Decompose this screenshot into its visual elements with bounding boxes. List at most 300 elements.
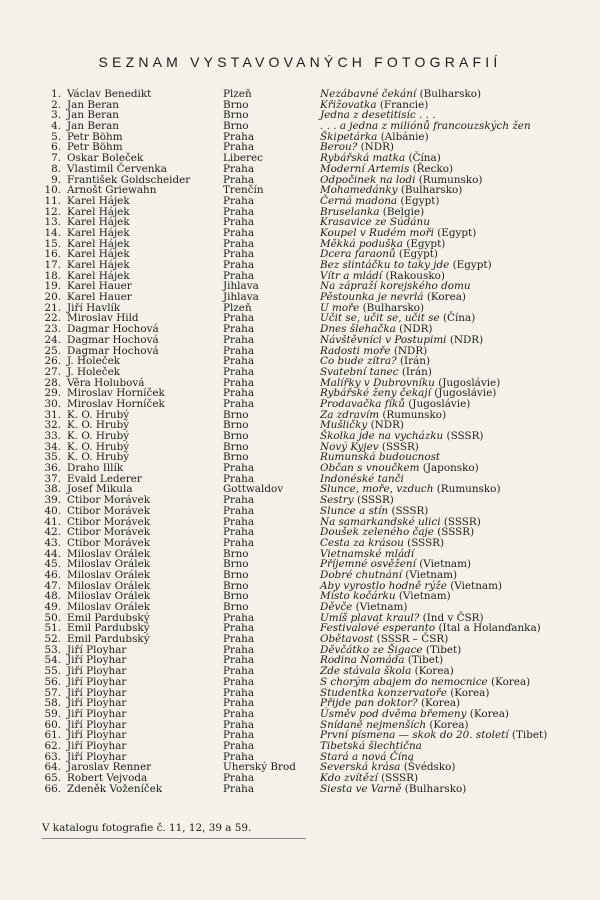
list-item	[0, 335, 600, 346]
photo-title: Svatební tanec	[320, 365, 399, 378]
photographer-city: Praha	[223, 472, 255, 485]
list-item	[0, 677, 600, 688]
photo-country: (Tibet)	[425, 643, 462, 656]
photo-title: Měkká poduška	[320, 237, 403, 250]
photo-country: (Korea)	[491, 675, 531, 688]
photographer-name: Ctibor Morávek	[67, 536, 150, 549]
entry-number: 50.	[44, 611, 61, 624]
photographer-name: Jiří Ployhar	[67, 718, 127, 731]
photo-title: Na zápraží korejského domu	[320, 280, 471, 293]
photographer-city: Jihlava	[223, 280, 259, 293]
photographer-city: Praha	[223, 205, 255, 218]
photographer-name: Miloslav Orálek	[67, 547, 151, 560]
photo-country: (Egypt)	[398, 248, 438, 261]
entry-number: 20.	[44, 291, 61, 304]
photographer-city: Brno	[223, 601, 249, 613]
entry-number: 62.	[44, 739, 61, 752]
photo-list	[0, 89, 600, 794]
photo-country: (Korea)	[414, 665, 454, 678]
photographer-name: Karel Hauer	[67, 280, 132, 293]
photographer-city: Jihlava	[223, 291, 259, 304]
photo-country: (Čína)	[442, 312, 476, 325]
photo-title: Rumunská budoucnost	[320, 451, 441, 464]
photo-title: . . . a jedna z miliónů francouzských žen	[320, 120, 531, 133]
photo-title: Slunce a stín	[320, 504, 389, 517]
photographer-name: Draho Illík	[67, 462, 124, 475]
photographer-city: Gottwaldov	[223, 483, 284, 496]
photo-country: (Čína)	[408, 152, 441, 165]
photographer-name: Věra Holubová	[67, 376, 145, 389]
photo-title: Obětavost	[320, 633, 374, 646]
photo-title: Návštěvníci v Postupimi	[320, 333, 447, 346]
photo-country: (Vietnam)	[419, 558, 472, 571]
photo-country: (Albánie)	[380, 130, 429, 143]
photographer-city: Praha	[223, 526, 255, 539]
photographer-name: Karel Hájek	[67, 237, 130, 250]
photographer-city: Praha	[223, 130, 255, 143]
photographer-city: Praha	[223, 536, 255, 549]
photographer-city: Praha	[223, 344, 255, 357]
photographer-city: Praha	[223, 269, 255, 282]
photographer-name: K. O. Hrubý	[67, 451, 130, 464]
photo-country: (Rumunsko)	[418, 173, 483, 186]
photographer-city: Brno	[223, 451, 249, 464]
photo-title: Sestry	[320, 494, 354, 507]
entry-number: 4.	[51, 120, 61, 133]
photographer-city: Brno	[223, 590, 249, 603]
photo-title: Za zdravím	[320, 408, 380, 421]
photo-country: (Ind v ČSR)	[422, 611, 484, 624]
photo-title: Černá madona	[320, 194, 398, 207]
photographer-city: Praha	[223, 782, 255, 795]
list-item	[0, 538, 600, 549]
entry-number: 60.	[44, 718, 61, 731]
photo-country: (Egypt)	[452, 259, 492, 271]
photo-title: Malířky v Dubrovníku	[320, 376, 435, 389]
photo-title: Škipetárka	[320, 130, 378, 143]
entry-number: 16.	[44, 248, 61, 261]
entry-number: 51.	[44, 622, 61, 635]
list-item	[0, 506, 600, 517]
photographer-name: Karel Hájek	[67, 226, 130, 239]
photographer-city: Praha	[223, 697, 255, 710]
photographer-city: Praha	[223, 355, 255, 368]
photographer-name: Jiří Ployhar	[67, 707, 127, 720]
entry-number: 58.	[44, 697, 61, 710]
photographer-name: K. O. Hrubý	[67, 419, 130, 432]
photo-country: (Bulharsko)	[419, 88, 482, 100]
photo-title: Studentka konzervatoře	[320, 686, 447, 699]
photographer-name: Dagmar Hochová	[67, 344, 159, 357]
photo-title: Dcera faraonů	[320, 248, 396, 261]
entry-number: 27.	[44, 365, 61, 378]
photographer-name: Karel Hájek	[67, 259, 130, 271]
photographer-city: Praha	[223, 718, 255, 731]
photo-country: (Tibet)	[511, 729, 548, 742]
entry-number: 24.	[44, 333, 61, 346]
photo-country: (Korea)	[420, 697, 461, 710]
photographer-city: Praha	[223, 750, 255, 763]
photographer-city: Praha	[223, 729, 255, 742]
photo-title: Rybářská matka	[320, 152, 406, 165]
photo-title: Cesta za krásou	[320, 536, 404, 549]
list-item	[0, 367, 600, 378]
photographer-city: Brno	[223, 579, 249, 592]
entry-number: 64.	[44, 761, 61, 774]
photo-title: Rybářské ženy čekají	[320, 387, 431, 400]
entry-number: 38.	[44, 483, 61, 496]
photo-country: (Vietnam)	[398, 590, 451, 603]
entry-number: 8.	[51, 162, 61, 175]
photo-title: Místo kočárku	[320, 590, 396, 603]
photo-title: Krasavice ze Súdánu	[320, 216, 430, 229]
photographer-name: Emil Pardubský	[67, 633, 150, 646]
entry-number: 66.	[44, 782, 61, 795]
photographer-city: Praha	[223, 376, 255, 389]
entry-number: 17.	[44, 259, 61, 271]
photo-title: Indonéské tanči	[320, 472, 404, 485]
photo-country: (Ital a Holanďanka)	[438, 622, 541, 635]
photographer-name: Ctibor Morávek	[67, 515, 150, 528]
entry-number: 3.	[51, 109, 61, 122]
entry-number: 54.	[44, 654, 61, 667]
entry-number: 36.	[44, 462, 61, 475]
entry-number: 10.	[44, 184, 61, 197]
photo-country: (Korea)	[469, 707, 509, 720]
photographer-name: Ctibor Morávek	[67, 526, 150, 539]
footnote-rule	[42, 838, 306, 839]
photo-title: Prodavačka fíků	[320, 397, 405, 410]
photographer-city: Praha	[223, 141, 255, 154]
entry-number: 53.	[44, 643, 61, 656]
photographer-city: Praha	[223, 686, 255, 699]
photo-country: (Rumunsko)	[382, 408, 447, 421]
entry-number: 43.	[44, 536, 61, 549]
photo-country: (Jugoslávie)	[434, 387, 497, 400]
photographer-name: Karel Hájek	[67, 216, 130, 229]
photographer-name: K. O. Hrubý	[67, 440, 130, 453]
photo-title: Snídaně nejmenších	[320, 718, 427, 731]
photographer-name: Dagmar Hochová	[67, 323, 159, 336]
entry-number: 22.	[44, 312, 61, 325]
photographer-city: Praha	[223, 504, 255, 517]
photo-title: Koupel v Rudém moři	[320, 226, 434, 239]
photographer-city: Brno	[223, 120, 249, 133]
photographer-name: K. O. Hrubý	[67, 430, 130, 442]
photographer-name: Petr Böhm	[67, 141, 123, 154]
photographer-city: Uherský Brod	[223, 761, 296, 774]
photographer-city: Praha	[223, 162, 255, 175]
entry-number: 33.	[44, 430, 61, 442]
photographer-city: Praha	[223, 259, 255, 271]
list-item	[0, 164, 600, 175]
photographer-name: Josef Mikula	[67, 483, 133, 496]
photo-country: (SSSR)	[446, 430, 484, 442]
photographer-city: Praha	[223, 365, 255, 378]
photographer-name: Jiří Havlík	[67, 301, 121, 314]
photo-title: Radosti moře	[320, 344, 391, 357]
entry-number: 14.	[44, 226, 61, 239]
photo-title: Křižovatka	[320, 98, 377, 111]
photographer-name: Evald Lederer	[67, 472, 142, 485]
photo-title: Školka jde na vycházku	[320, 430, 444, 442]
photographer-name: Jiří Ployhar	[67, 739, 127, 752]
photographer-city: Brno	[223, 109, 249, 122]
photographer-city: Brno	[223, 568, 249, 581]
photo-country: (Tibet)	[407, 654, 444, 667]
entry-number: 42.	[44, 526, 61, 539]
entry-number: 63.	[44, 750, 61, 763]
entry-number: 44.	[44, 547, 61, 560]
photo-title: Odpočinek na lodi	[320, 173, 416, 186]
entry-number: 18.	[44, 269, 61, 282]
photographer-name: Karel Hájek	[67, 269, 130, 282]
photographer-city: Praha	[223, 226, 255, 239]
photo-country: (Jugoslávie)	[408, 397, 471, 410]
photographer-name: Jiří Ployhar	[67, 665, 127, 678]
photographer-city: Praha	[223, 397, 255, 410]
photo-country: (Irán)	[399, 355, 431, 368]
entry-number: 41.	[44, 515, 61, 528]
entry-number: 28.	[44, 376, 61, 389]
photo-country: (SSSR – ČSR)	[376, 633, 449, 646]
entry-number: 49.	[44, 601, 61, 613]
entry-number: 65.	[44, 772, 61, 784]
entry-number: 45.	[44, 558, 61, 571]
photographer-name: Emil Pardubský	[67, 622, 150, 635]
entry-number: 39.	[44, 494, 61, 507]
photo-title: Tibetská šlechtična	[320, 739, 422, 752]
photographer-name: Petr Böhm	[67, 130, 123, 143]
entry-number: 21.	[44, 301, 61, 314]
photographer-city: Brno	[223, 440, 249, 453]
photo-title: Aby vyrostlo hodně rýže	[320, 579, 447, 592]
photo-country: (Švédsko)	[403, 761, 456, 774]
entry-number: 59.	[44, 707, 61, 720]
entry-number: 48.	[44, 590, 61, 603]
photo-title: Nový Kyjev	[320, 440, 379, 453]
photo-title: Doušek zeleného čaje	[320, 526, 434, 539]
photographer-name: J. Holeček	[67, 365, 121, 378]
entry-number: 25.	[44, 344, 61, 357]
entry-number: 6.	[51, 141, 61, 154]
entry-number: 35.	[44, 451, 61, 464]
photographer-name: Miloslav Orálek	[67, 579, 151, 592]
entry-number: 40.	[44, 504, 61, 517]
photographer-city: Brno	[223, 419, 249, 432]
photographer-name: J. Holeček	[67, 355, 121, 368]
photo-country: (Bulharsko)	[362, 301, 425, 314]
entry-number: 15.	[44, 237, 61, 250]
entry-number: 56.	[44, 675, 61, 688]
photo-country: (Bulharsko)	[400, 184, 463, 197]
photographer-city: Praha	[223, 462, 255, 475]
photo-title: Siesta ve Varně	[320, 782, 402, 795]
photographer-name: Emil Pardubský	[67, 611, 150, 624]
photographer-city: Praha	[223, 387, 255, 400]
photo-entry	[320, 784, 466, 795]
photo-country: (Egypt)	[406, 237, 446, 250]
photo-title: Umíš plavat kraul?	[320, 611, 420, 624]
photographer-city: Praha	[223, 772, 255, 784]
photographer-name: Jaroslav Renner	[67, 761, 152, 774]
photo-title: Občan s vnoučkem	[320, 462, 420, 475]
entry-number: 1.	[51, 88, 61, 100]
entry-number: 31.	[44, 408, 61, 421]
photo-title: Vítr a mládí	[320, 269, 383, 282]
photographer-name: Jan Beran	[67, 120, 119, 133]
photographer-city: Praha	[223, 515, 255, 528]
photographer-city: Praha	[223, 633, 255, 646]
photo-title: Rodina Nomáda	[320, 654, 405, 667]
photo-country: (Egypt)	[400, 194, 440, 207]
footnote: V katalogu fotografie č. 11, 12, 39 a 59.	[42, 822, 252, 834]
photographer-city: Praha	[223, 654, 255, 667]
entry-number: 29.	[44, 387, 61, 400]
photo-title: Slunce, moře, vzduch	[320, 483, 434, 496]
photographer-name: Ctibor Morávek	[67, 504, 150, 517]
photo-title: Na samarkandské ulici	[320, 515, 441, 528]
list-item	[0, 709, 600, 720]
photo-country: (SSSR)	[407, 536, 445, 549]
photographer-name: Karel Hauer	[67, 291, 132, 304]
photo-country: (Bulharsko)	[404, 782, 467, 795]
photo-title: Děvče	[320, 601, 353, 613]
photo-country: (Irán)	[401, 365, 432, 378]
photographer-name: Karel Hájek	[67, 205, 130, 218]
photo-title: Festivalové esperanto	[320, 622, 436, 635]
photo-title: Kdo zvítězí	[320, 772, 378, 784]
photo-title: Jedna z desetitisíc . . .	[320, 109, 436, 122]
list-item	[0, 196, 600, 207]
entry-number: 46.	[44, 568, 61, 581]
photo-country: (SSSR)	[443, 515, 481, 528]
entry-number: 57.	[44, 686, 61, 699]
entry-number: 32.	[44, 419, 61, 432]
photographer-city: Brno	[223, 558, 249, 571]
photo-country: (Egypt)	[437, 226, 477, 239]
photographer-name: Vlastimil Červenka	[67, 162, 167, 175]
photographer-name: Jiří Ployhar	[67, 675, 127, 688]
entry-number: 30.	[44, 397, 61, 410]
photographer-city: Praha	[223, 739, 255, 752]
photo-country: (NDR)	[370, 419, 404, 432]
photographer-name: Miloslav Orálek	[67, 558, 151, 571]
entry-number: 52.	[44, 633, 61, 646]
entry-number: 12.	[44, 205, 61, 218]
photo-title: Stará a nová Čína	[320, 750, 414, 763]
photo-title: Učit se, učit se, učit se	[320, 312, 440, 325]
photographer-city: Praha	[223, 323, 255, 336]
photo-title: Přijde pan doktor?	[320, 697, 418, 710]
photographer-city: Praha	[223, 237, 255, 250]
photographer-name: Miroslav Hild	[67, 312, 139, 325]
photo-title: První písmena — skok do 20. století	[320, 729, 509, 742]
photo-title: Vietnamské mládí	[320, 547, 415, 560]
photographer-city: Praha	[223, 707, 255, 720]
entry-number: 2.	[51, 98, 61, 111]
photographer-name: Jan Beran	[67, 109, 119, 122]
entry-number: 5.	[51, 130, 61, 143]
photo-country: (NDR)	[360, 141, 394, 154]
photo-country: (Japonsko)	[422, 462, 479, 475]
photographer-name: Miloslav Orálek	[67, 568, 151, 581]
photographer-name: Karel Hájek	[67, 248, 130, 261]
photographer-name: Jiří Ployhar	[67, 750, 127, 763]
entry-number: 11.	[44, 194, 61, 207]
photo-country: (NDR)	[393, 344, 428, 357]
photographer-name: Jiří Ployhar	[67, 654, 127, 667]
list-item	[0, 784, 600, 795]
entry-number: 26.	[44, 355, 61, 368]
photographer-name: Ctibor Morávek	[67, 494, 150, 507]
photo-country: (Rumunsko)	[436, 483, 501, 496]
photo-title: Příjemné osvěžení	[320, 558, 416, 571]
photographer-name: František Goldscheider	[67, 173, 191, 186]
photo-country: (NDR)	[399, 323, 433, 336]
photo-title: Mušličky	[320, 419, 368, 432]
photo-title: Moderní Artemis	[320, 162, 410, 175]
photo-country: (Řecko)	[412, 162, 454, 175]
photographer-name: Karel Hájek	[67, 194, 130, 207]
entry-number: 34.	[44, 440, 61, 453]
photographer-city: Trenčín	[223, 184, 264, 197]
photographer-city: Brno	[223, 98, 249, 111]
photographer-name: Jiří Ployhar	[67, 729, 127, 742]
photo-country: (NDR)	[449, 333, 484, 346]
photo-country: (Jugoslávie)	[438, 376, 501, 389]
photo-country: (SSSR)	[437, 526, 475, 539]
photographer-name: Miroslav Horníček	[67, 387, 165, 400]
photographer-city: Liberec	[223, 152, 263, 165]
photographer-name: Václav Benedikt	[67, 88, 152, 100]
photographer-city: Brno	[223, 408, 249, 421]
photo-title: Nezábavné čekání	[320, 88, 417, 100]
photographer-city: Brno	[223, 430, 249, 442]
photographer-name: Jan Beran	[67, 98, 119, 111]
photo-country: (Korea)	[426, 291, 466, 304]
photo-title: Zde stávala škola	[320, 665, 412, 678]
photo-title: S chorým abajem do nemocnice	[320, 675, 488, 688]
photo-title: Bruselanka	[320, 205, 380, 218]
photo-country: (Vietnam)	[355, 601, 408, 613]
photographer-city: Praha	[223, 216, 255, 229]
photo-country: (SSSR)	[356, 494, 394, 507]
page-title: SEZNAM VYSTAVOVANÝCH FOTOGRAFIÍ	[98, 54, 502, 70]
photographer-name: Jiří Ployhar	[67, 686, 127, 699]
photographer-city: Praha	[223, 622, 255, 635]
photographer-name: Robert Vejvoda	[67, 772, 148, 784]
photo-title: Mohamedánky	[320, 184, 398, 197]
photographer-name: Arnošt Griewahn	[67, 184, 157, 197]
photo-country: (Korea)	[450, 686, 490, 699]
photo-country: (Korea)	[429, 718, 469, 731]
photographer-city: Praha	[223, 494, 255, 507]
photographer-name: Miloslav Orálek	[67, 590, 151, 603]
photo-title: Úsměv pod dvěma břemeny	[320, 707, 467, 720]
photo-country: (Rakousko)	[385, 269, 445, 282]
photo-country: (Vietnam)	[405, 568, 458, 581]
photo-country: (Francie)	[379, 98, 429, 111]
photo-title: Dobré chutnání	[320, 568, 402, 581]
photographer-city: Praha	[223, 643, 255, 656]
photographer-city: Praha	[223, 312, 255, 325]
photo-title: U moře	[320, 301, 360, 314]
photographer-city: Praha	[223, 611, 255, 624]
photographer-name: Jiří Ployhar	[67, 643, 127, 656]
photographer-city: Praha	[223, 248, 255, 261]
entry-number: 13.	[44, 216, 61, 229]
